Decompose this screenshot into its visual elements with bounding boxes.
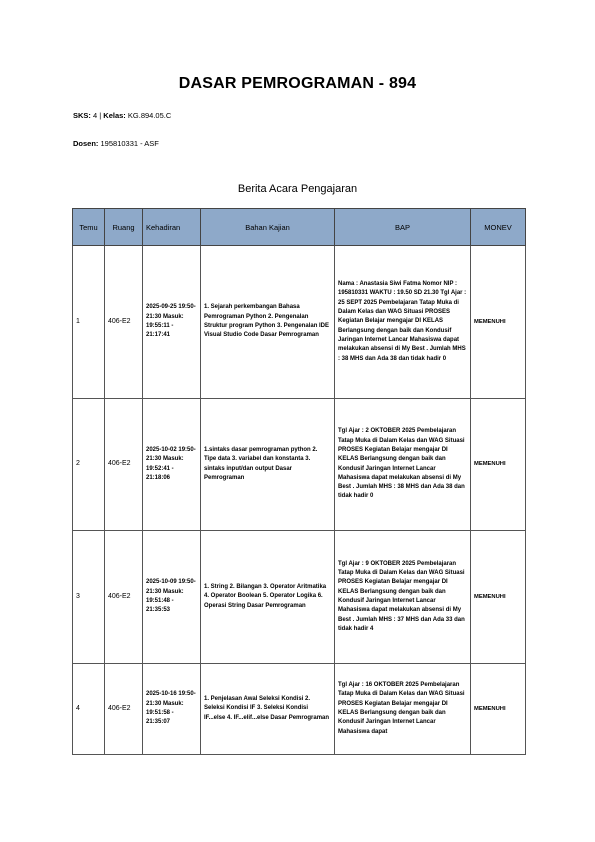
cell-kehadiran: 2025-10-09 19:50-21:30 Masuk: 19:51:48 - 21:35:53: [143, 531, 201, 664]
cell-temu: 1: [73, 246, 105, 399]
cell-bap: Tgl Ajar : 16 OKTOBER 2025 Pembelajaran Tatap Muka di Dalam Kelas dan WAG Situasi PROSES Kegiatan Belajar mengajar DI KELAS Berlangsung dengan baik dan Kondusif Jaringan Internet Lancar Mahasiswa dapat: [335, 664, 471, 755]
cell-temu: 4: [73, 664, 105, 755]
cell-bahan-kajian: 1. Penjelasan Awal Seleksi Kondisi 2. Seleksi Kondisi IF 3. Seleksi Kondisi IF...else 4. IF...elif...else Dasar Pemrograman: [201, 664, 335, 755]
cell-bahan-kajian: 1. Sejarah perkembangan Bahasa Pemrograman Python 2. Pengenalan Struktur program Python 3. Pengenalan IDE Visual Studio Code Dasar Pemrograman: [201, 246, 335, 399]
header-bap: BAP: [335, 209, 471, 246]
course-info: [73, 111, 171, 120]
cell-monev: MEMENUHI: [471, 664, 526, 755]
header-bahan-kajian: Bahan Kajian: [201, 209, 335, 246]
cell-kehadiran: 2025-10-02 19:50-21:30 Masuk: 19:52:41 - 21:18:06: [143, 399, 201, 531]
header-temu: Temu: [73, 209, 105, 246]
table-row: [73, 399, 526, 531]
cell-ruang: 406-E2: [105, 531, 143, 664]
kelas-label: Kelas:: [103, 111, 126, 120]
table-row: [73, 664, 526, 755]
cell-temu: 3: [73, 531, 105, 664]
cell-bahan-kajian: 1.sintaks dasar pemrograman python 2. Tipe data 3. variabel dan konstanta 3. sintaks input/dan output Dasar Pemrograman: [201, 399, 335, 531]
dosen-label: Dosen:: [73, 139, 99, 148]
cell-monev: MEMENUHI: [471, 399, 526, 531]
header-ruang: Ruang: [105, 209, 143, 246]
teaching-report-table: [72, 208, 526, 755]
cell-monev: MEMENUHI: [471, 531, 526, 664]
kelas-value: KG.894.05.C: [125, 111, 172, 120]
cell-bap: Tgl Ajar : 2 OKTOBER 2025 Pembelajaran Tatap Muka di Dalam Kelas dan WAG Situasi PROSES Kegiatan Belajar mengajar DI KELAS Berlangsung dengan baik dan Kondusif Jaringan Internet Lancar Mahasiswa dapat melakukan absensi di My Best . Jumlah MHS : 38 MHS dan Ada 38 dan tidak hadir 0: [335, 399, 471, 531]
table-header-row: [73, 209, 526, 246]
dosen-value: 195810331 - ASF: [98, 139, 159, 148]
cell-kehadiran: 2025-10-16 19:50-21:30 Masuk: 19:51:58 - 21:35:07: [143, 664, 201, 755]
cell-kehadiran: 2025-09-25 19:50-21:30 Masuk: 19:55:11 - 21:17:41: [143, 246, 201, 399]
table-row: [73, 531, 526, 664]
lecturer-info: [73, 139, 159, 148]
cell-monev: MEMENUHI: [471, 246, 526, 399]
cell-bahan-kajian: 1. String 2. Bilangan 3. Operator Aritmatika 4. Operator Boolean 5. Operator Logika 6. Operasi String Dasar Pemrograman: [201, 531, 335, 664]
cell-ruang: 406-E2: [105, 246, 143, 399]
header-monev: MONEV: [471, 209, 526, 246]
sks-label: SKS:: [73, 111, 91, 120]
course-title: DASAR PEMROGRAMAN - 894: [178, 75, 417, 92]
cell-ruang: 406-E2: [105, 664, 143, 755]
table-row: [73, 246, 526, 399]
sks-value: 4 |: [90, 111, 104, 120]
header-kehadiran: Kehadiran: [143, 209, 201, 246]
section-title: Berita Acara Pengajaran: [237, 183, 358, 195]
cell-temu: 2: [73, 399, 105, 531]
cell-ruang: 406-E2: [105, 399, 143, 531]
cell-bap: Nama : Anastasia Siwi Fatma Nomor NIP : 195810331 WAKTU : 19.50 SD 21.30 Tgl Ajar : 25 SEPT 2025 Pembelajaran Tatap Muka di Dalam Kelas dan WAG Situasi PROSES Kegiatan Belajar mengajar DI KELAS Berlangsung dengan baik dan Kondusif Jaringan Internet Lancar Mahasiswa dapat melakukan absensi di My Best . Jumlah MHS : 38 MHS dan Ada 38 dan tidak hadir 0: [335, 246, 471, 399]
cell-bap: Tgl Ajar : 9 OKTOBER 2025 Pembelajaran Tatap Muka di Dalam Kelas dan WAG Situasi PROSES Kegiatan Belajar mengajar DI KELAS Berlangsung dengan baik dan Kondusif Jaringan Internet Lancar Mahasiswa dapat melakukan absensi di My Best . Jumlah MHS : 37 MHS dan Ada 33 dan tidak hadir 4: [335, 531, 471, 664]
